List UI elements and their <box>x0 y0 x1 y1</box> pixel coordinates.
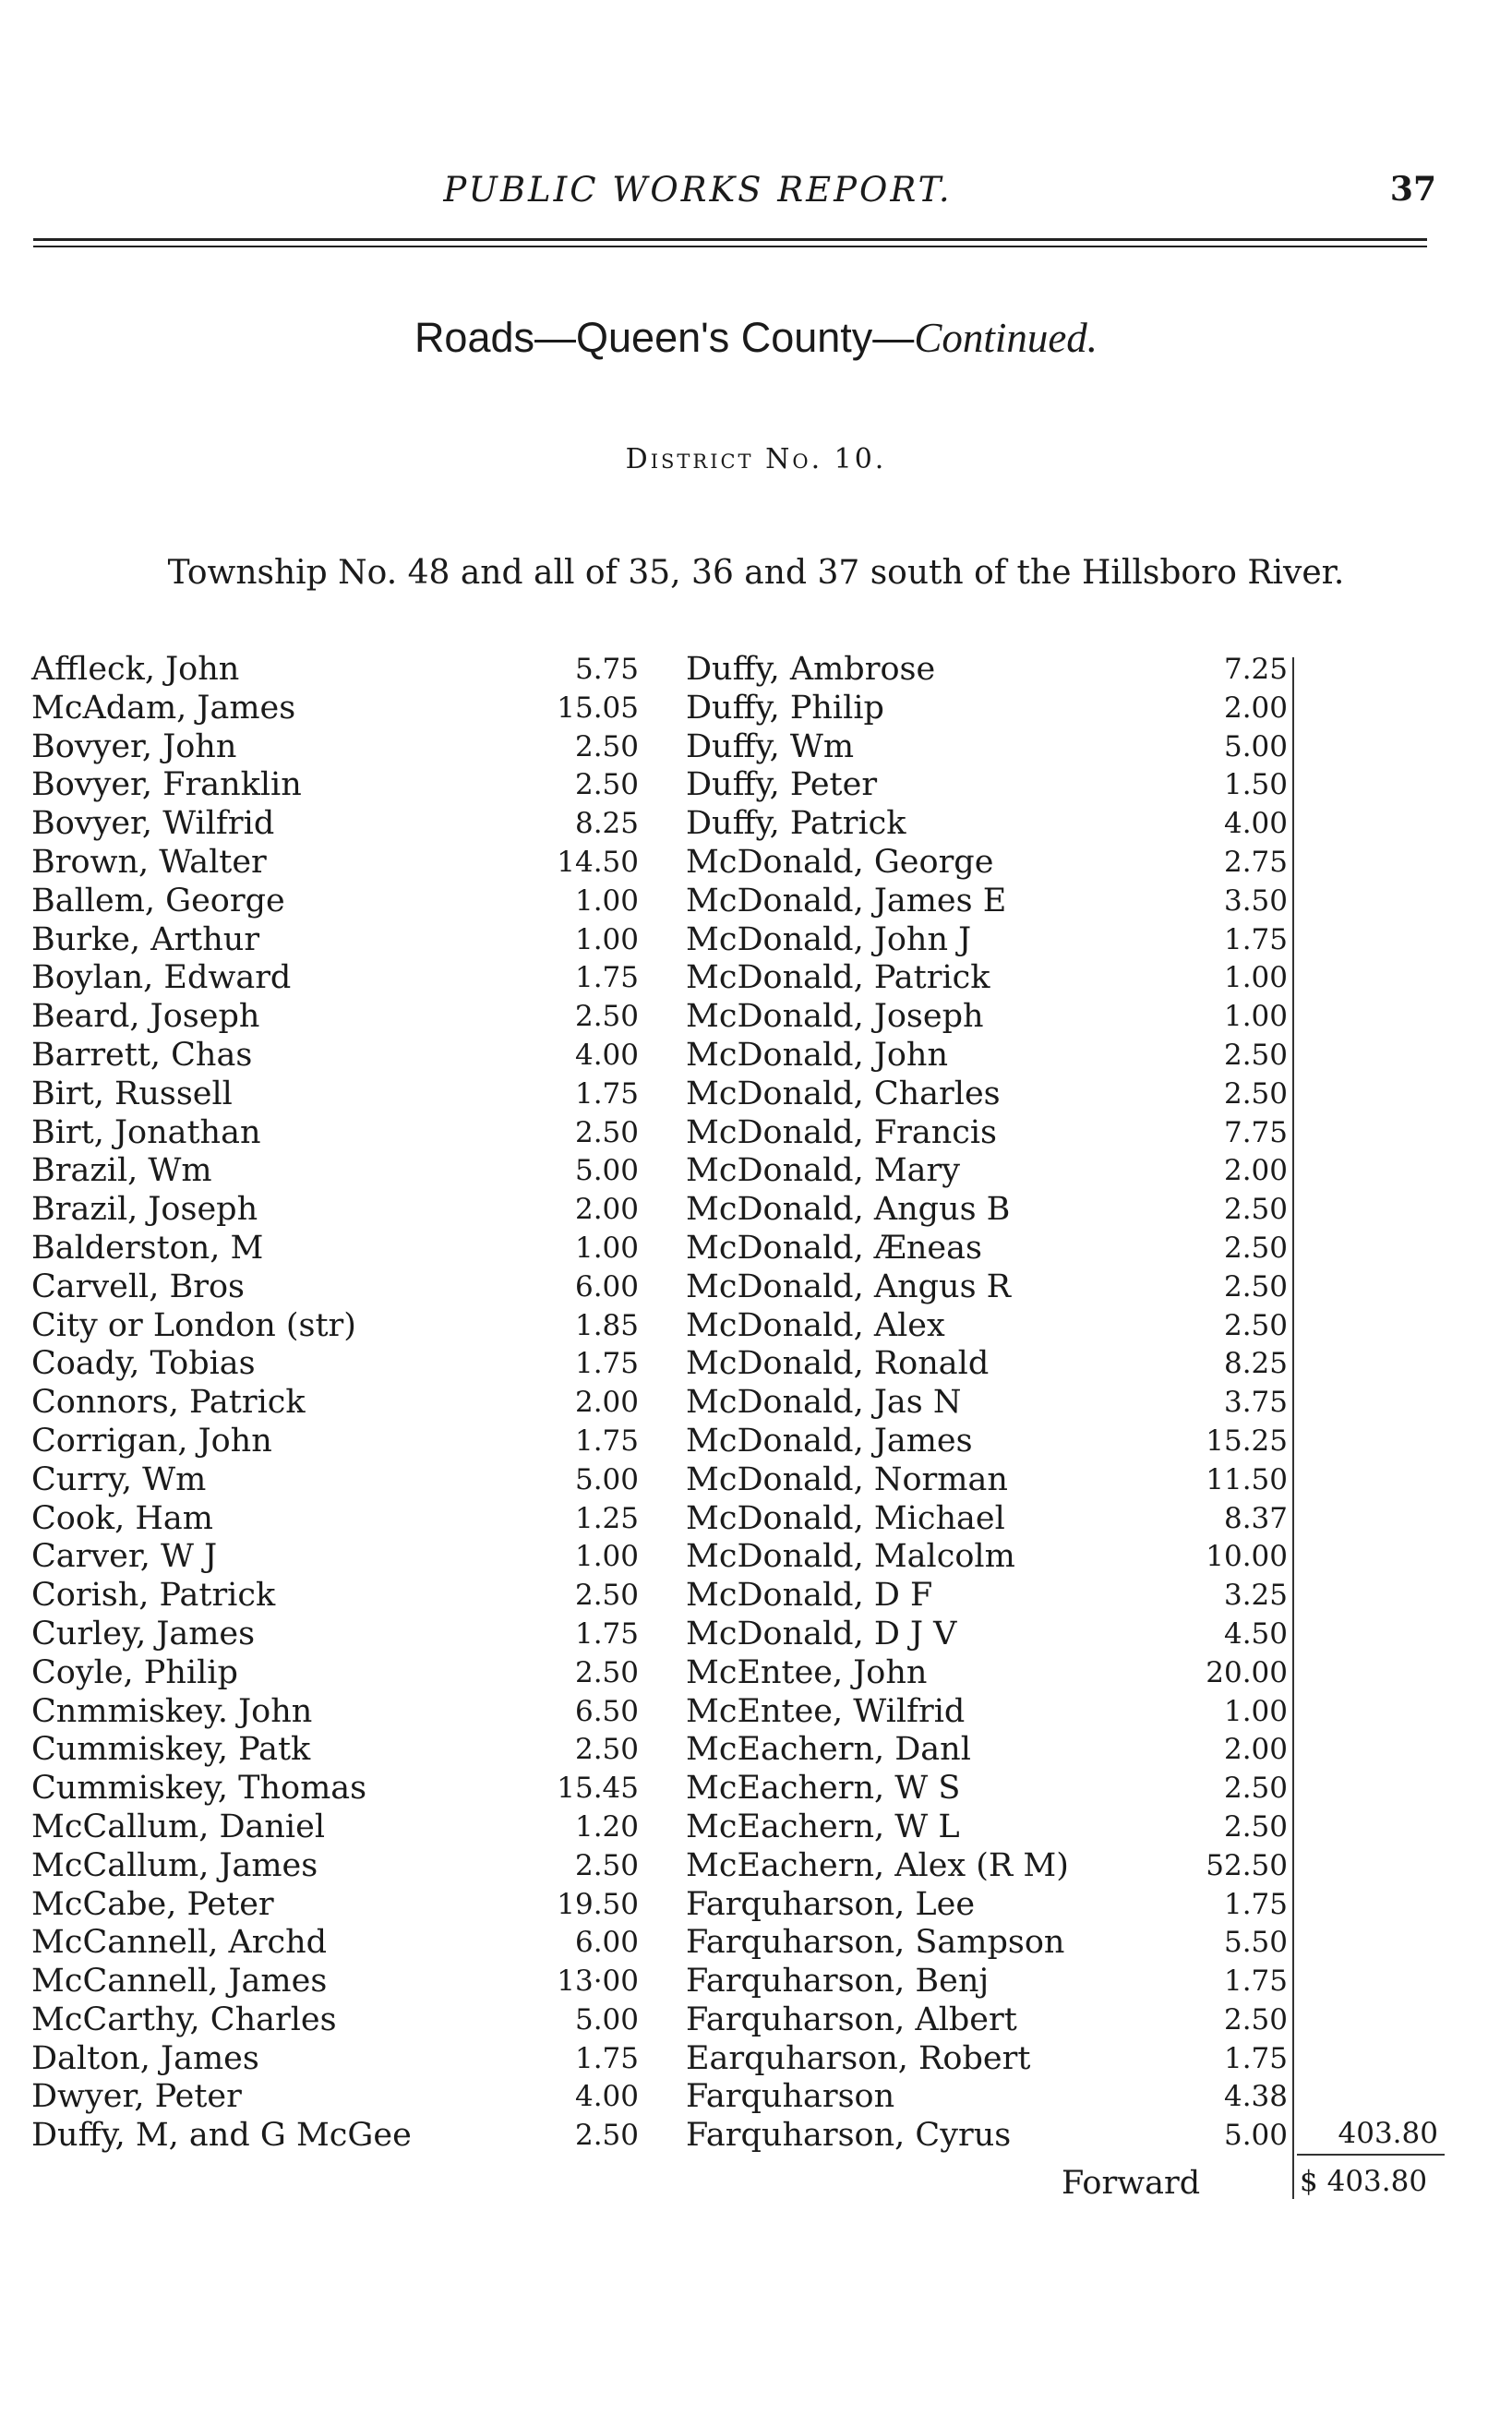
entry-name: McDonald, John <box>686 1036 949 1074</box>
list-item <box>31 2117 639 2156</box>
list-item <box>31 1654 639 1693</box>
list-item <box>686 1693 1288 1732</box>
entry-name: Connors, Patrick <box>31 1384 306 1422</box>
entry-amount: 8.37 <box>1223 1501 1288 1535</box>
entry-name: Farquharson, Lee <box>686 1885 976 1923</box>
list-item <box>686 1230 1288 1268</box>
entry-name: Curry, Wm <box>31 1460 207 1498</box>
entry-name: Corish, Patrick <box>31 1577 276 1615</box>
list-item <box>31 2078 639 2117</box>
list-item <box>686 959 1288 998</box>
entry-name: Farquharson, Sampson <box>686 1924 1065 1962</box>
entry-name: Farquharson, Albert <box>686 2000 1017 2038</box>
amount-column-rule <box>1292 657 1294 2199</box>
entry-amount: 6.00 <box>574 1926 639 1960</box>
entry-name: Birt, Jonathan <box>31 1113 261 1151</box>
entry-name: Duffy, Wm <box>686 727 855 765</box>
entry-amount: 2.50 <box>574 729 639 763</box>
list-item <box>686 2001 1288 2040</box>
entry-amount: 1.75 <box>1223 2041 1288 2075</box>
entry-name: Cook, Ham <box>31 1499 213 1537</box>
list-item <box>686 921 1288 960</box>
entry-amount: 2.50 <box>574 1579 639 1613</box>
entry-amount: 5.00 <box>574 2002 639 2037</box>
entry-name: McDonald, Æneas <box>686 1229 982 1267</box>
entry-name: McDonald, Francis <box>686 1113 998 1151</box>
entry-amount: 2.00 <box>1223 1733 1288 1767</box>
list-item <box>686 1307 1288 1346</box>
entry-amount: 2.50 <box>1223 1076 1288 1111</box>
list-item <box>31 883 639 921</box>
list-item <box>686 690 1288 728</box>
list-item <box>31 1538 639 1577</box>
forward-amount: 403.80 <box>1326 2165 1428 2198</box>
list-item <box>686 1075 1288 1114</box>
section-title-main: Roads—Queen's County— <box>414 314 915 361</box>
page-header <box>33 166 1436 212</box>
list-item <box>31 728 639 767</box>
entry-name: Birt, Russell <box>31 1075 233 1112</box>
entry-amount: 2.50 <box>1223 2002 1288 2037</box>
entry-amount: 20.00 <box>1206 1655 1288 1689</box>
entry-amount: 1.75 <box>1223 1887 1288 1921</box>
entry-name: McDonald, Jas N <box>686 1384 962 1422</box>
entry-name: McDonald, Ronald <box>686 1345 990 1383</box>
entry-name: Carvell, Bros <box>31 1268 245 1305</box>
list-item <box>31 844 639 883</box>
entry-amount: 1.00 <box>574 1231 639 1265</box>
list-item <box>686 1577 1288 1616</box>
entry-amount: 1.00 <box>1223 1000 1288 1034</box>
entry-amount: 2.50 <box>574 1000 639 1034</box>
entry-amount: 1.75 <box>574 1076 639 1111</box>
entry-amount: 15.45 <box>557 1772 639 1806</box>
list-item <box>31 1577 639 1616</box>
list-item <box>31 921 639 960</box>
column-total: 403.80 <box>1338 2117 1438 2150</box>
list-item <box>686 1731 1288 1770</box>
list-item <box>31 1268 639 1307</box>
list-item <box>686 1114 1288 1153</box>
entry-name: McAdam, James <box>31 689 296 727</box>
entry-amount: 11.50 <box>1206 1462 1288 1496</box>
entry-name: City or London (str) <box>31 1306 356 1344</box>
entry-name: Burke, Arthur <box>31 920 260 958</box>
list-item <box>31 1075 639 1114</box>
entry-name: McDonald, James <box>686 1422 973 1460</box>
entry-amount: 6.00 <box>574 1269 639 1304</box>
list-item <box>31 2040 639 2079</box>
list-item <box>31 1191 639 1230</box>
list-item <box>31 1770 639 1808</box>
entry-amount: 5.00 <box>1223 729 1288 763</box>
entry-amount: 1.00 <box>574 922 639 956</box>
entry-name: McDonald, Joseph <box>686 998 984 1036</box>
total-rule <box>1297 2154 1445 2156</box>
list-item <box>686 1423 1288 1461</box>
list-item <box>31 651 639 690</box>
entry-name: Bovyer, Franklin <box>31 766 302 804</box>
entry-amount: 7.75 <box>1223 1115 1288 1149</box>
entry-name: Boylan, Edward <box>31 959 292 997</box>
entry-amount: 4.00 <box>1223 807 1288 841</box>
entry-name: Bovyer, Wilfrid <box>31 805 275 843</box>
entry-amount: 5.00 <box>1223 2119 1288 2153</box>
list-item <box>686 1191 1288 1230</box>
entry-name: Barrett, Chas <box>31 1036 253 1074</box>
entry-amount: 1.20 <box>574 1809 639 1844</box>
list-item <box>31 1963 639 2001</box>
entry-amount: 15.25 <box>1206 1424 1288 1458</box>
entry-amount: 3.50 <box>1223 883 1288 918</box>
entry-amount: 1.00 <box>1223 1694 1288 1728</box>
entry-amount: 5.00 <box>574 1462 639 1496</box>
entry-name: Dwyer, Peter <box>31 2078 242 2116</box>
entry-name: Coyle, Philip <box>31 1653 238 1691</box>
township-heading: Township No. 48 and all of 35, 36 and 37 south of the Hillsboro River. <box>167 554 1345 592</box>
entry-name: McCallum, Daniel <box>31 1808 326 1845</box>
entry-amount: 1.75 <box>574 1616 639 1651</box>
entry-name: McDonald, Angus R <box>686 1268 1012 1305</box>
header-rule-thin <box>33 246 1427 247</box>
left-column-list <box>31 651 639 2156</box>
entry-name: Farquharson <box>686 2078 895 2116</box>
entry-name: Farquharson, Benj <box>686 1963 990 2000</box>
entry-name: Affleck, John <box>31 651 240 688</box>
entry-name: McDonald, Malcolm <box>686 1538 1015 1576</box>
list-item <box>31 1886 639 1925</box>
entry-amount: 4.00 <box>574 2080 639 2114</box>
entry-amount: 19.50 <box>557 1887 639 1921</box>
list-item <box>31 1616 639 1654</box>
list-item <box>686 1886 1288 1925</box>
entry-name: McDonald, James E <box>686 882 1007 919</box>
entry-amount: 5.50 <box>1223 1926 1288 1960</box>
list-item <box>686 2040 1288 2079</box>
entry-amount: 1.75 <box>574 2041 639 2075</box>
right-column-list <box>686 651 1288 2156</box>
list-item <box>686 2078 1288 2117</box>
entry-amount: 1.00 <box>574 1540 639 1574</box>
entry-name: Coady, Tobias <box>31 1345 256 1383</box>
entry-amount: 2.50 <box>574 1848 639 1882</box>
list-item <box>31 766 639 805</box>
entry-amount: 8.25 <box>1223 1347 1288 1381</box>
list-item <box>31 1307 639 1346</box>
entry-amount: 2.50 <box>1223 1809 1288 1844</box>
entry-amount: 1.75 <box>1223 922 1288 956</box>
entry-name: Ballem, George <box>31 882 285 919</box>
currency-symbol: $ <box>1300 2165 1318 2198</box>
entry-name: Duffy, Peter <box>686 766 878 804</box>
entry-amount: 5.00 <box>574 1154 639 1188</box>
entry-name: Balderston, M <box>31 1229 264 1267</box>
entry-amount: 3.25 <box>1223 1579 1288 1613</box>
entry-amount: 1.50 <box>1223 768 1288 802</box>
entry-name: McEntee, John <box>686 1653 928 1691</box>
entry-amount: 1.75 <box>574 1347 639 1381</box>
entry-amount: 13·00 <box>557 1964 639 1999</box>
entry-name: Earquharson, Robert <box>686 2039 1031 2077</box>
entry-amount: 15.05 <box>557 691 639 725</box>
list-item <box>686 1500 1288 1539</box>
list-item <box>686 651 1288 690</box>
entry-name: McEntee, Wilfrid <box>686 1692 966 1730</box>
list-item <box>31 2001 639 2040</box>
entry-name: McEachern, Alex (R M) <box>686 1846 1069 1884</box>
entry-amount: 2.50 <box>1223 1231 1288 1265</box>
entry-name: Bovyer, John <box>31 727 237 765</box>
list-item <box>31 1384 639 1423</box>
entry-amount: 2.50 <box>574 1115 639 1149</box>
entry-name: McDonald, Patrick <box>686 959 990 997</box>
list-item <box>31 1808 639 1847</box>
list-item <box>686 883 1288 921</box>
entry-amount: 4.38 <box>1223 2080 1288 2114</box>
entry-amount: 7.25 <box>1223 653 1288 686</box>
list-item <box>686 1152 1288 1191</box>
list-item <box>686 1268 1288 1307</box>
entry-amount: 4.50 <box>1223 1616 1288 1651</box>
entry-name: McEachern, W L <box>686 1808 960 1845</box>
list-item <box>686 1847 1288 1886</box>
entry-amount: 6.50 <box>574 1694 639 1728</box>
entry-name: McCallum, James <box>31 1846 318 1884</box>
list-item <box>686 844 1288 883</box>
entry-name: McDonald, D J V <box>686 1615 957 1652</box>
entry-name: McEachern, W S <box>686 1770 961 1808</box>
entry-name: Carver, W J <box>31 1538 218 1576</box>
entry-amount: 2.50 <box>574 1733 639 1767</box>
list-item <box>686 1538 1288 1577</box>
list-item <box>686 728 1288 767</box>
entry-name: Brazil, Joseph <box>31 1191 258 1229</box>
entry-name: Dalton, James <box>31 2039 259 2077</box>
entry-name: McDonald, George <box>686 843 994 881</box>
header-rule <box>33 238 1427 241</box>
entry-name: McEachern, Danl <box>686 1731 971 1769</box>
entry-name: Duffy, M, and G McGee <box>31 2117 412 2155</box>
entry-name: Corrigan, John <box>31 1422 272 1460</box>
list-item <box>31 1037 639 1075</box>
list-item <box>31 1230 639 1268</box>
list-item <box>31 1152 639 1191</box>
entry-name: Brown, Walter <box>31 843 267 881</box>
section-title <box>0 314 1512 362</box>
entry-name: Duffy, Patrick <box>686 805 906 843</box>
entry-name: McDonald, Alex <box>686 1306 945 1344</box>
list-item <box>686 1924 1288 1963</box>
list-item <box>686 1461 1288 1500</box>
entry-name: McCabe, Peter <box>31 1885 274 1923</box>
entry-amount: 2.50 <box>1223 1193 1288 1227</box>
list-item <box>686 2117 1288 2156</box>
entry-amount: 2.50 <box>1223 1772 1288 1806</box>
list-item <box>686 1345 1288 1384</box>
list-item <box>31 1114 639 1153</box>
entry-name: Duffy, Ambrose <box>686 651 936 688</box>
entry-name: McDonald, Norman <box>686 1460 1008 1498</box>
page-number: 37 <box>1389 170 1436 209</box>
entry-amount: 1.00 <box>574 883 639 918</box>
entry-name: McCarthy, Charles <box>31 2000 337 2038</box>
entry-name: Beard, Joseph <box>31 998 260 1036</box>
entry-amount: 2.00 <box>1223 691 1288 725</box>
list-item <box>31 1423 639 1461</box>
list-item <box>31 1693 639 1732</box>
entry-name: McDonald, Mary <box>686 1152 961 1190</box>
entry-amount: 3.75 <box>1223 1386 1288 1420</box>
entry-name: McDonald, Michael <box>686 1499 1005 1537</box>
district-heading: District No. 10. <box>625 443 887 475</box>
entry-amount: 5.75 <box>574 653 639 686</box>
entry-amount: 1.25 <box>574 1501 639 1535</box>
entry-amount: 2.50 <box>1223 1038 1288 1072</box>
entry-name: Duffy, Philip <box>686 689 884 727</box>
entry-name: Cummiskey, Thomas <box>31 1770 367 1808</box>
entry-amount: 10.00 <box>1206 1540 1288 1574</box>
entry-amount: 2.50 <box>1223 1308 1288 1342</box>
entry-amount: 2.00 <box>1223 1154 1288 1188</box>
list-item <box>31 805 639 844</box>
list-item <box>31 1731 639 1770</box>
list-item <box>686 1037 1288 1075</box>
entry-amount: 1.75 <box>1223 1964 1288 1999</box>
section-title-continued: Continued. <box>914 315 1098 361</box>
entry-amount: 1.75 <box>574 961 639 995</box>
list-item <box>686 766 1288 805</box>
entry-amount: 2.00 <box>574 1386 639 1420</box>
entry-amount: 2.00 <box>574 1193 639 1227</box>
list-item <box>686 1770 1288 1808</box>
running-title: PUBLIC WORKS REPORT. <box>443 170 953 210</box>
list-item <box>31 690 639 728</box>
entry-amount: 1.00 <box>1223 961 1288 995</box>
list-item <box>31 1461 639 1500</box>
entry-name: Curley, James <box>31 1615 256 1652</box>
entry-name: Cummiskey, Patk <box>31 1731 311 1769</box>
entry-amount: 4.00 <box>574 1038 639 1072</box>
entry-amount: 8.25 <box>574 807 639 841</box>
list-item <box>31 1924 639 1963</box>
list-item <box>686 998 1288 1037</box>
entry-amount: 52.50 <box>1206 1848 1288 1882</box>
list-item <box>31 1500 639 1539</box>
entry-amount: 14.50 <box>557 845 639 879</box>
entry-amount: 2.50 <box>1223 1269 1288 1304</box>
list-item <box>31 998 639 1037</box>
list-item <box>686 1384 1288 1423</box>
entry-name: McDonald, Angus B <box>686 1191 1011 1229</box>
list-item <box>686 1963 1288 2001</box>
forward-label: Forward <box>1062 2165 1201 2202</box>
list-item <box>31 1847 639 1886</box>
entry-amount: 2.75 <box>1223 845 1288 879</box>
list-item <box>686 1654 1288 1693</box>
entry-name: McCannell, James <box>31 1963 328 2000</box>
entry-amount: 2.50 <box>574 2119 639 2153</box>
list-item <box>31 1345 639 1384</box>
entry-amount: 1.75 <box>574 1424 639 1458</box>
entry-name: Farquharson, Cyrus <box>686 2117 1012 2155</box>
entry-name: McDonald, Charles <box>686 1075 1001 1112</box>
entry-name: McDonald, John J <box>686 920 972 958</box>
entry-name: McDonald, D F <box>686 1577 933 1615</box>
list-item <box>686 1616 1288 1654</box>
entry-name: Cnmmiskey. John <box>31 1692 313 1730</box>
entry-amount: 2.50 <box>574 768 639 802</box>
list-item <box>686 1808 1288 1847</box>
list-item <box>31 959 639 998</box>
entry-amount: 1.85 <box>574 1308 639 1342</box>
entry-name: McCannell, Archd <box>31 1924 328 1962</box>
entry-name: Brazil, Wm <box>31 1152 212 1190</box>
forward-total <box>1292 2165 1452 2198</box>
list-item <box>686 805 1288 844</box>
entry-amount: 2.50 <box>574 1655 639 1689</box>
